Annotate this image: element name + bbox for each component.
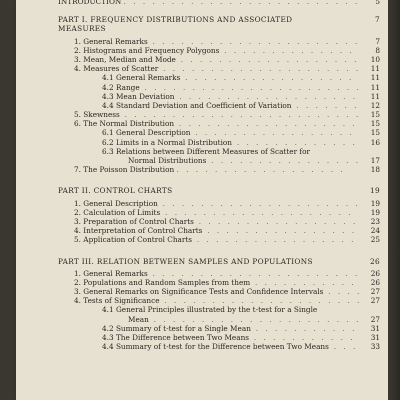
intro-page: 5	[375, 0, 380, 6]
entry-number: 4.2	[102, 82, 114, 92]
entry-page: 10	[370, 54, 380, 64]
toc-entry: 4.3 Mean Deviation . . . . . . . . . . . . . . . . . . . 11	[102, 91, 380, 101]
entry-page: 24	[370, 226, 380, 236]
part3-title: PART III. RELATION BETWEEN SAMPLES AND POPULATIONS 26	[58, 256, 380, 266]
entry-label: Relations between Different Measures of Scatter for	[115, 146, 310, 156]
entry-number: 1.	[74, 198, 81, 208]
toc-entry: 3. Preparation of Control Charts . . . . . . . . . . . . . . . . . 23	[74, 216, 380, 226]
entry-label: General Description	[83, 198, 158, 208]
part2-title: PART II. CONTROL CHARTS 19	[58, 186, 380, 196]
entry-label: Skewness	[83, 110, 120, 120]
toc-entry-continued: Normal Distributions . . . . . . . . . . . . . . . . 17	[128, 156, 380, 165]
toc-entry: 6.1 General Description . . . . . . . . . . . . . . . . . 15	[102, 128, 380, 138]
toc-entry: 4. Interpretation of Control Charts . . . . . . . . . . . . . . . . 24	[74, 226, 380, 236]
entry-label: Histograms and Frequency Polygons	[83, 45, 220, 55]
toc-entry: 4. Measures of Scatter . . . . . . . . . . . . . . . . . . . . . 11	[74, 64, 380, 74]
entry-label: Mean, Median and Mode	[83, 54, 176, 64]
entry-label: Calculation of Limits	[83, 207, 161, 217]
entry-label: Interpretation of Control Charts	[83, 226, 203, 236]
entry-number: 4.3	[102, 333, 114, 342]
entry-page: 17	[370, 156, 380, 165]
entry-page: 19	[370, 207, 380, 217]
entry-page: 27	[370, 296, 380, 306]
entry-page: 23	[370, 216, 380, 226]
entry-label: General Description	[115, 128, 191, 138]
toc-entry: 7. The Poisson Distribution . . . . . . . . . . . . . . . . . . 18	[74, 165, 380, 175]
entry-page: 11	[370, 64, 380, 74]
entry-number: 6.	[74, 119, 81, 129]
entry-number: 4.1	[102, 73, 114, 83]
entry-number: 1.	[74, 36, 81, 46]
entry-number: 4.3	[102, 91, 114, 101]
entry-page: 12	[370, 100, 380, 110]
entry-label-continued: Normal Distributions	[128, 156, 207, 165]
entry-label: Summary of t-test for the Difference between Two Means	[115, 342, 329, 352]
toc-intro: INTRODUCTION . . . . . . . . . . . . . . . . . . . . . . . . . 5	[58, 0, 380, 6]
entry-page: 26	[370, 277, 380, 287]
toc-entry: 4.4 Summary of t-test for the Difference between Two Means . . . 33	[102, 342, 380, 352]
part2-page: 19	[370, 186, 380, 196]
entry-label-continued: Mean	[128, 314, 149, 324]
entry-label: General Remarks	[115, 73, 181, 83]
toc-entry: 3. General Remarks on Significance Tests and Confidence Intervals . . . . 27	[74, 287, 380, 297]
entry-label: Preparation of Control Charts	[83, 216, 194, 226]
entry-label: Range	[115, 82, 140, 92]
entry-number: 6.3	[102, 146, 114, 156]
entry-label: The Normal Distribution	[83, 119, 175, 129]
entry-label: General Principles illustrated by the t-test for a Single	[115, 305, 318, 315]
toc-entry: 4.2 Range . . . . . . . . . . . . . . . . . . . . . . . 11	[102, 82, 380, 92]
entry-number: 4.4	[102, 342, 114, 352]
entry-page: 25	[370, 235, 380, 245]
entry-page: 15	[370, 119, 380, 129]
toc-entry	[58, 305, 380, 314]
entry-number: 3.	[74, 54, 81, 64]
entry-page: 15	[370, 110, 380, 120]
entry-number: 2.	[74, 277, 81, 287]
entry-page: 33	[370, 342, 380, 352]
entry-page: 31	[370, 333, 380, 342]
entry-number: 3.	[74, 216, 81, 226]
entry-label: Limits in a Normal Distribution	[115, 137, 232, 147]
entry-page: 27	[370, 287, 380, 297]
entry-page: 15	[370, 128, 380, 138]
toc-entry: 4.3 The Difference between Two Means . . . . . . . . . . . 31	[102, 333, 380, 342]
entry-page: 16	[370, 137, 380, 147]
book-page	[16, 0, 388, 400]
entry-number: 1.	[74, 268, 81, 278]
entry-number: 4.	[74, 296, 81, 306]
entry-number: 5.	[74, 110, 81, 120]
toc-entry-continued: Mean . . . . . . . . . . . . . . . . . . . . . . 27	[128, 314, 380, 324]
entry-label: General Remarks	[83, 36, 148, 46]
entry-page: 7	[375, 36, 380, 46]
toc-entry: 2. Calculation of Limits . . . . . . . . . . . . . . . . . . . . 19	[74, 207, 380, 217]
entry-label: General Remarks on Significance Tests and Confidence Intervals	[83, 287, 324, 297]
part1-page: 7	[375, 15, 380, 25]
entry-number: 2.	[74, 45, 81, 55]
intro-label: INTRODUCTION	[58, 0, 122, 6]
part1-title-line2: MEASURES	[58, 24, 106, 34]
toc-entry: 2. Histograms and Frequency Polygons . . . . . . . . . . . . . . 8	[74, 45, 380, 55]
entry-label: General Remarks	[83, 268, 148, 278]
entry-number: 4.1	[102, 305, 114, 315]
entry-number: 3.	[74, 287, 81, 297]
entry-page: 27	[370, 314, 380, 324]
entry-page: 11	[370, 91, 380, 101]
toc-entry: 2. Populations and Random Samples from them . . . . . . . . . . . 26	[74, 277, 380, 287]
toc-entry: 6.2 Limits in a Normal Distribution . . . . . . . . . . . . . 16	[102, 137, 380, 147]
entry-page: 11	[370, 82, 380, 92]
entry-number: 2.	[74, 207, 81, 217]
toc-entry: 1. General Remarks . . . . . . . . . . . . . . . . . . . . . . 26	[74, 268, 380, 278]
entry-label: Measures of Scatter	[83, 64, 159, 74]
toc-entry: 6. The Normal Distribution . . . . . . . . . . . . . . . . . . . 15	[74, 119, 380, 129]
book-edge	[388, 0, 400, 400]
entry-page: 8	[375, 45, 380, 55]
entry-label: Tests of Significance	[83, 296, 160, 306]
entry-page: 26	[370, 268, 380, 278]
part1-title-line1: PART I. FREQUENCY DISTRIBUTIONS AND ASSOCIATED 7	[58, 15, 380, 25]
toc-entry: 1. General Remarks . . . . . . . . . . . . . . . . . . . . . . 7	[74, 36, 380, 46]
toc-entry: 1. General Description . . . . . . . . . . . . . . . . . . . . . 19	[74, 198, 380, 208]
toc-entry: 5. Application of Control Charts . . . . . . . . . . . . . . . . . 25	[74, 235, 380, 245]
entry-page: 19	[370, 198, 380, 208]
entry-label: The Difference between Two Means	[115, 333, 250, 342]
entry-label: Populations and Random Samples from them	[83, 277, 251, 287]
entry-number: 6.1	[102, 128, 114, 138]
entry-page: 31	[370, 323, 380, 333]
entry-label: Application of Control Charts	[83, 235, 193, 245]
entry-number: 5.	[74, 235, 81, 245]
entry-number: 4.2	[102, 323, 114, 333]
entry-number: 4.	[74, 64, 81, 74]
toc-entry: 4.4 Standard Deviation and Coefficient of Variation . . . . . . . 12	[102, 100, 380, 110]
entry-label: Standard Deviation and Coefficient of Variation	[115, 100, 292, 110]
toc-entry: 4.1 General Remarks . . . . . . . . . . . . . . . . . . 11	[102, 73, 380, 83]
entry-number: 4.4	[102, 100, 114, 110]
entry-page: 11	[370, 73, 380, 83]
toc-entry: 4.2 Summary of t-test for a Single Mean . . . . . . . . . . . 31	[102, 323, 380, 333]
toc-entry: 3. Mean, Median and Mode . . . . . . . . . . . . . . . . . . . 10	[74, 54, 380, 64]
entry-number: 4.	[74, 226, 81, 236]
table-of-contents	[58, 0, 380, 351]
toc-entry	[58, 147, 380, 156]
entry-number: 6.2	[102, 137, 114, 147]
entry-label: Mean Deviation	[115, 91, 175, 101]
part3-page: 26	[370, 256, 380, 266]
toc-entry: 5. Skewness . . . . . . . . . . . . . . . . . . . . . . . . . 15	[74, 110, 380, 120]
toc-entry: 4. Tests of Significance . . . . . . . . . . . . . . . . . . . . . 27	[74, 296, 380, 306]
entry-label: Summary of t-test for a Single Mean	[115, 323, 251, 333]
